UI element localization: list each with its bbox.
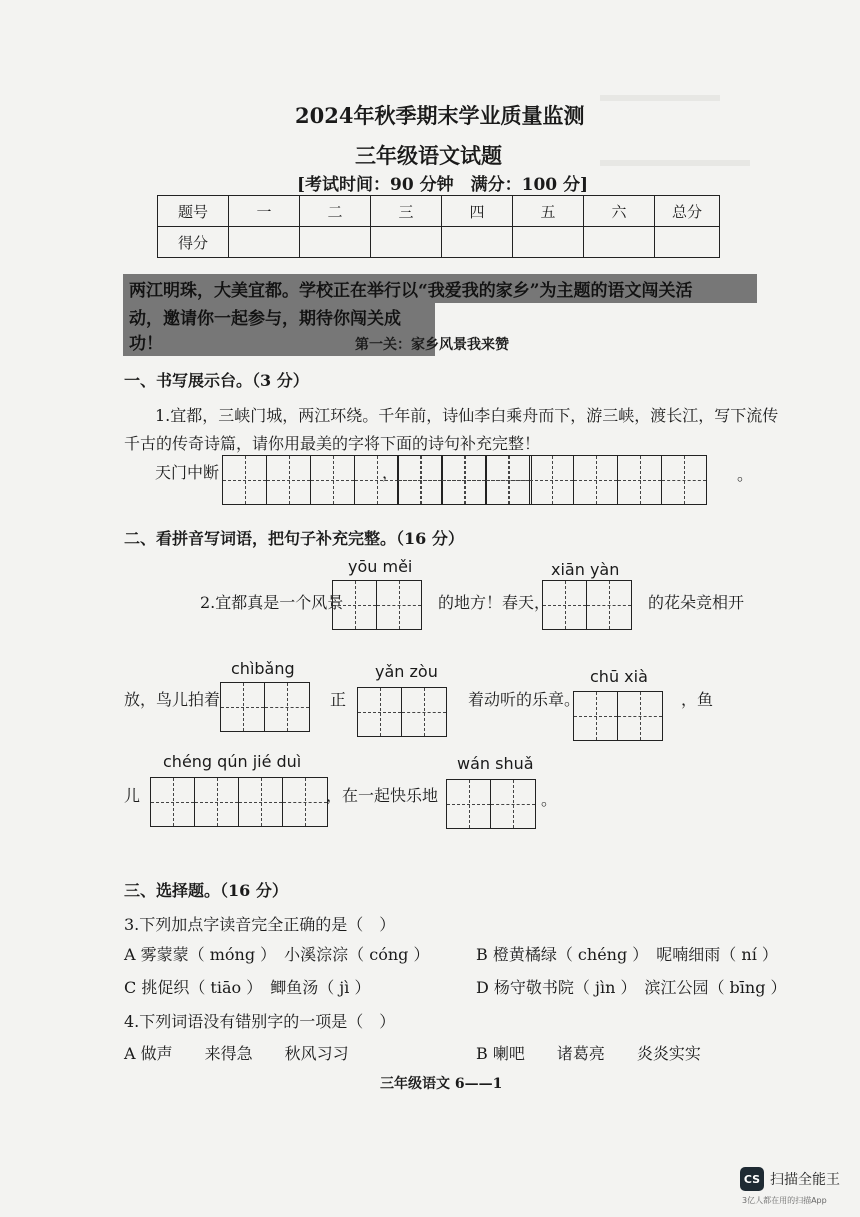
q1-line2: 千古的传奇诗篇，请你用最美的字将下面的诗句补充完整！ [124, 434, 541, 453]
pinyin-youmei: yōu měi [348, 557, 413, 576]
intro-banner-line2: 动，邀请你一起参与，期待你闯关成功！ [123, 302, 435, 356]
pinyin-xianyan: xiān yàn [551, 560, 620, 579]
section1-heading: 一、书写展示台。（3 分） [124, 371, 309, 390]
score-input-cell[interactable] [655, 227, 720, 258]
bleed-through [600, 160, 750, 166]
pinyin-yanzou: yǎn zòu [375, 662, 438, 681]
score-table [157, 195, 720, 258]
score-header-cell: 总分 [655, 196, 720, 227]
q2-part-d: 放，鸟儿拍着 [124, 690, 221, 709]
q3-option-b[interactable]: B 橙黄橘绿（ chéng ） 呢喃细雨（ ní ） [476, 945, 778, 964]
exam-title: 2024年秋季期末学业质量监测 [295, 103, 585, 128]
q3-option-a[interactable]: A 雾蒙蒙（ móng ） 小溪淙淙（ cóng ） [124, 945, 430, 964]
score-input-cell[interactable] [300, 227, 371, 258]
score-table-score-row [158, 227, 720, 258]
score-header-cell: 六 [584, 196, 655, 227]
poem-prefix: 天门中断 [155, 463, 220, 482]
pinyin-wanshua: wán shuǎ [457, 754, 534, 773]
q2-part-j: 。 [541, 790, 558, 809]
scanner-watermark [740, 1167, 840, 1191]
scanner-logo-icon: CS [740, 1167, 764, 1191]
score-input-cell[interactable] [442, 227, 513, 258]
exam-subtitle: 三年级语文试题 [355, 143, 502, 168]
pinyin-chibang: chìbǎng [231, 659, 295, 678]
level1-title: 第一关：家乡风景我来赞 [355, 337, 509, 353]
q2-part-h: 儿 [124, 786, 141, 805]
writing-grid-chuxia[interactable] [573, 691, 663, 741]
q4-option-a[interactable]: A 做声 来得急 秋风习习 [124, 1044, 349, 1063]
score-header-cell: 二 [300, 196, 371, 227]
q2-part-g: ，鱼 [681, 690, 714, 709]
writing-grid-chibang[interactable] [220, 682, 310, 732]
page-footer: 三年级语文 6——1 [380, 1076, 503, 1092]
intro-banner-line1: 两江明珠，大美宜都。学校正在举行以“我爱我的家乡”为主题的语文闯关活 [123, 274, 757, 303]
writing-grid-xianyan[interactable] [542, 580, 632, 630]
writing-grid-wanshua[interactable] [446, 779, 536, 829]
poem-writing-grid-2[interactable] [397, 455, 707, 505]
score-table-header-row [158, 196, 720, 227]
q2-part-e: 正 [330, 690, 347, 709]
score-header-cell: 四 [442, 196, 513, 227]
q3-stem: 3.下列加点字读音完全正确的是（ ） [124, 915, 396, 934]
score-input-cell[interactable] [229, 227, 300, 258]
scanner-tagline: 3亿人都在用的扫描App [742, 1196, 827, 1205]
score-header-cell: 一 [229, 196, 300, 227]
q4-option-b[interactable]: B 喇吧 诸葛亮 炎炎实实 [476, 1044, 701, 1063]
pinyin-chengqun: chéng qún jié duì [163, 752, 302, 771]
q2-part-f: 着动听的乐章。 [468, 690, 581, 709]
score-header-cell: 题号 [158, 196, 229, 227]
score-header-cell: 三 [371, 196, 442, 227]
score-input-cell[interactable] [513, 227, 584, 258]
score-input-cell[interactable] [371, 227, 442, 258]
writing-grid-yanzou[interactable] [357, 687, 447, 737]
q2-part-a: 2.宜都真是一个风景 [200, 593, 344, 612]
section2-heading: 二、看拼音写词语，把句子补充完整。（16 分） [124, 529, 464, 548]
poem-period: 。 [737, 465, 754, 484]
q3-option-c[interactable]: C 挑促织（ tiāo ） 鲫鱼汤（ jì ） [124, 978, 371, 997]
scanner-app-name: 扫描全能王 [770, 1172, 840, 1188]
q2-part-i: ，在一起快乐地 [326, 786, 439, 805]
score-input-cell[interactable] [584, 227, 655, 258]
exam-info: [考试时间：90 分钟 满分：100 分] [297, 175, 589, 195]
writing-grid-youmei[interactable] [332, 580, 422, 630]
bleed-through [600, 95, 720, 101]
section3-heading: 三、选择题。（16 分） [124, 881, 288, 900]
q2-part-c: 的花朵竞相开 [648, 593, 745, 612]
q1-line1: 1.宜都，三峡门城，两江环绕。千年前，诗仙李白乘舟而下，游三峡，渡长江，写下流传 [155, 406, 779, 425]
poem-comma: ， [382, 463, 399, 482]
q3-option-d[interactable]: D 杨守敬书院（ jìn ） 滨江公园（ bīng ） [476, 978, 787, 997]
q4-stem: 4.下列词语没有错别字的一项是（ ） [124, 1012, 396, 1031]
writing-grid-chengqun[interactable] [150, 777, 328, 827]
score-header-cell: 五 [513, 196, 584, 227]
score-row-label: 得分 [158, 227, 229, 258]
q2-part-b: 的地方！春天， [438, 593, 551, 612]
pinyin-chuxia: chū xià [590, 667, 648, 686]
